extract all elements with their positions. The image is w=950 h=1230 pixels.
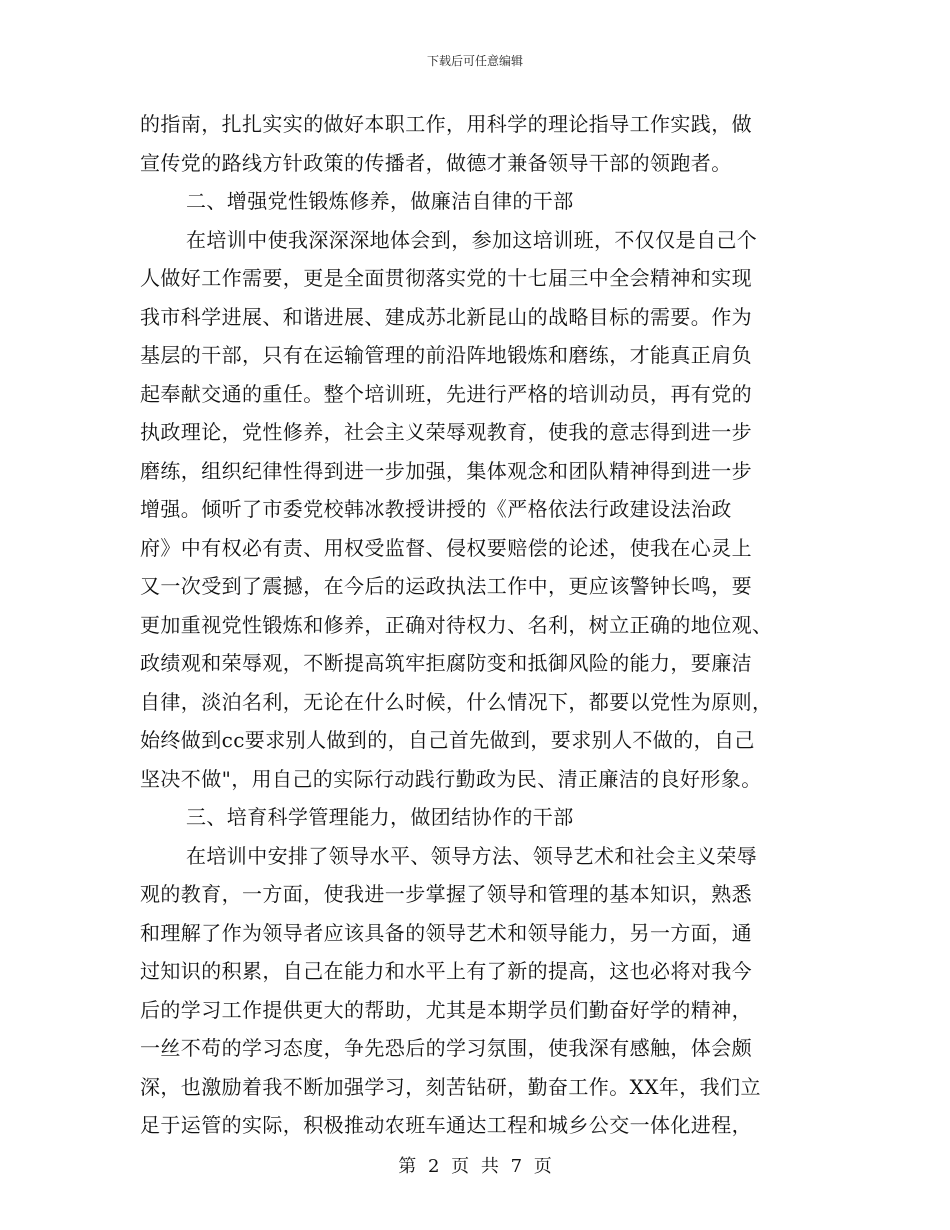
paragraph-first-line: 三、培育科学管理能力，做团结协作的干部 (186, 805, 574, 829)
text-line: 执政理论，党性修养，社会主义荣辱观教育，使我的意志得到进一步 (140, 420, 752, 444)
page-footer (0, 1152, 950, 1178)
paragraph-first-line: 在培训中安排了领导水平、领导方法、领导艺术和社会主义荣辱 (186, 843, 758, 868)
text-line: 始终做到cc要求别人做到的，自己首先做到，要求别人不做的，自己 (140, 728, 755, 752)
text-line: 宣传党的路线方针政策的传播者，做德才兼备领导干部的领跑者。 (140, 150, 732, 175)
text-line: 观的教育，一方面，使我进一步掌握了领导和管理的基本知识，熟悉 (140, 882, 752, 906)
text-line: 和理解了作为领导者应该具备的领导艺术和领导能力，另一方面，通 (140, 920, 752, 945)
text-line: 政绩观和荣辱观，不断提高筑牢拒腐防变和抵御风险的能力，要廉洁 (140, 651, 752, 675)
text-line: 深，也激励着我不断加强学习，刻苦钻研，勤奋工作。XX年，我们立 (140, 1074, 761, 1099)
text-line: 一丝不苟的学习态度，争先恐后的学习氛围，使我深有感触，体会颇 (140, 1036, 752, 1060)
text-line: 自律，淡泊名利，无论在什么时候，什么情况下，都要以党性为原则， (140, 689, 773, 714)
text-line: 后的学习工作提供更大的帮助，尤其是本期学员们勤奋好学的精神， (140, 997, 752, 1022)
text-line: 的指南，扎扎实实的做好本职工作，用科学的理论指导工作实践，做 (140, 112, 752, 136)
document-body (140, 105, 800, 1145)
text-line: 增强。倾听了市委党校韩冰教授讲授的《严格依法行政建设法治政 (140, 497, 732, 521)
text-line: 起奉献交通的重任。整个培训班，先进行严格的培训动员，再有党的 (140, 381, 752, 406)
text-line: 坚决不做"，用自己的实际行动践行勤政为民、清正廉洁的良好形象。 (140, 766, 762, 791)
text-line: 人做好工作需要，更是全面贯彻落实党的十七届三中全会精神和实现 (140, 266, 752, 290)
text-line: 府》中有权必有责、用权受监督、侵权要赔偿的论述，使我在心灵上 (140, 535, 752, 560)
paragraph-first-line: 二、增强党性锻炼修养，做廉洁自律的干部 (186, 189, 574, 213)
page-number-label: 第 2 页 共 7 页 (398, 1156, 552, 1177)
text-line: 足于运管的实际，积极推动农班车通达工程和城乡公交一体化进程， (140, 1113, 752, 1137)
text-line: 磨练，组织纪律性得到进一步加强，集体观念和团队精神得到进一步 (140, 458, 752, 483)
text-line: 又一次受到了震撼，在今后的运政执法工作中，更应该警钟长鸣，要 (140, 574, 752, 598)
header-note: 下载后可任意编辑 (426, 54, 523, 68)
text-line: 更加重视党性锻炼和修养，正确对待权力、名利，树立正确的地位观、 (140, 612, 773, 637)
page-header (0, 52, 950, 69)
text-line: 过知识的积累，自己在能力和水平上有了新的提高，这也必将对我今 (140, 959, 752, 983)
text-line: 基层的干部，只有在运输管理的前沿阵地锻炼和磨练，才能真正肩负 (140, 343, 752, 367)
paragraph-first-line: 在培训中使我深深深地体会到，参加这培训班，不仅仅是自己个 (186, 227, 758, 252)
text-line: 我市科学进展、和谐进展、建成苏北新昆山的战略目标的需要。作为 (140, 304, 752, 329)
